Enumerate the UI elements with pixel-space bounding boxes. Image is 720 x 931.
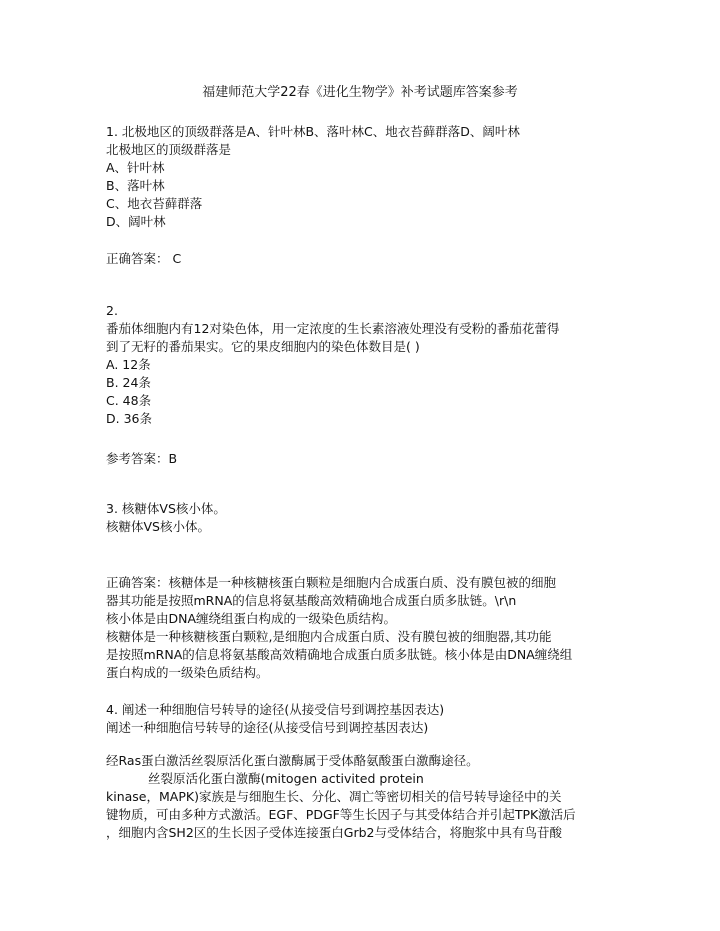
q1-answer: 正确答案： C xyxy=(106,251,182,266)
q1-option-c: C、地衣苔藓群落 xyxy=(106,196,203,211)
q4-answer-line-2: 丝裂原活化蛋白激酶(mitogen activited protein xyxy=(148,771,424,786)
q4-header: 4. 阐述一种细胞信号转导的途径(从接受信号到调控基因表达) xyxy=(106,702,445,717)
q3-answer-line-1: 正确答案：核糖体是一种核糖核蛋白颗粒是细胞内合成蛋白质、没有膜包被的细胞 xyxy=(106,575,557,590)
q4-answer-line-4: 键物质，可由多种方式激活。EGF、PDGF等生长因子与其受体结合并引起TPK激活后 xyxy=(106,807,576,822)
q4-answer-line-1: 经Ras蛋白激活丝裂原活化蛋白激酶属于受体酪氨酸蛋白激酶途径。 xyxy=(106,753,479,768)
q3-answer-line-4: 核糖体是一种核糖核蛋白颗粒,是细胞内合成蛋白质、没有膜包被的细胞器,其功能 xyxy=(106,629,552,644)
q2-answer: 参考答案：B xyxy=(106,451,178,466)
q3-answer-line-2: 器其功能是按照mRNA的信息将氨基酸高效精确地合成蛋白质多肽链。\r\n xyxy=(106,593,517,608)
q2-number: 2. xyxy=(106,303,118,318)
q2-option-d: D. 36条 xyxy=(106,411,152,426)
q3-answer-line-5: 是按照mRNA的信息将氨基酸高效精确地合成蛋白质多肽链。核小体是由DNA缠绕组 xyxy=(106,647,573,662)
q1-header: 1. 北极地区的顶级群落是A、针叶林B、落叶林C、地衣苔藓群落D、阔叶林 xyxy=(106,124,520,139)
q1-stem: 北极地区的顶级群落是 xyxy=(106,142,232,157)
q2-option-b: B. 24条 xyxy=(106,375,151,390)
q3-stem: 核糖体VS核小体。 xyxy=(106,519,210,534)
q4-stem: 阐述一种细胞信号转导的途径(从接受信号到调控基因表达) xyxy=(106,720,429,735)
q2-option-a: A. 12条 xyxy=(106,357,151,372)
q3-answer-line-3: 核小体是由DNA缠绕组蛋白构成的一级染色质结构。 xyxy=(106,611,397,626)
document-title: 福建师范大学22春《进化生物学》补考试题库答案参考 xyxy=(202,85,518,100)
q4-answer-line-5: ，细胞内含SH2区的生长因子受体连接蛋白Grb2与受体结合，将胞浆中具有鸟苷酸 xyxy=(106,825,563,840)
q2-stem-line-2: 到了无籽的番茄果实。它的果皮细胞内的染色体数目是( ) xyxy=(106,339,420,354)
q1-option-b: B、落叶林 xyxy=(106,178,165,193)
q4-answer-line-3: kinase，MAPK)家族是与细胞生长、分化、凋亡等密切相关的信号转导途径中的关 xyxy=(106,789,562,804)
q3-answer-line-6: 蛋白构成的一级染色质结构。 xyxy=(106,665,269,680)
q2-stem-line-1: 番茄体细胞内有12对染色体，用一定浓度的生长素溶液处理没有受粉的番茄花蕾得 xyxy=(106,321,560,336)
q3-header: 3. 核糖体VS核小体。 xyxy=(106,501,226,516)
q1-option-a: A、针叶林 xyxy=(106,160,165,175)
q2-option-c: C. 48条 xyxy=(106,393,152,408)
q1-option-d: D、阔叶林 xyxy=(106,214,166,229)
